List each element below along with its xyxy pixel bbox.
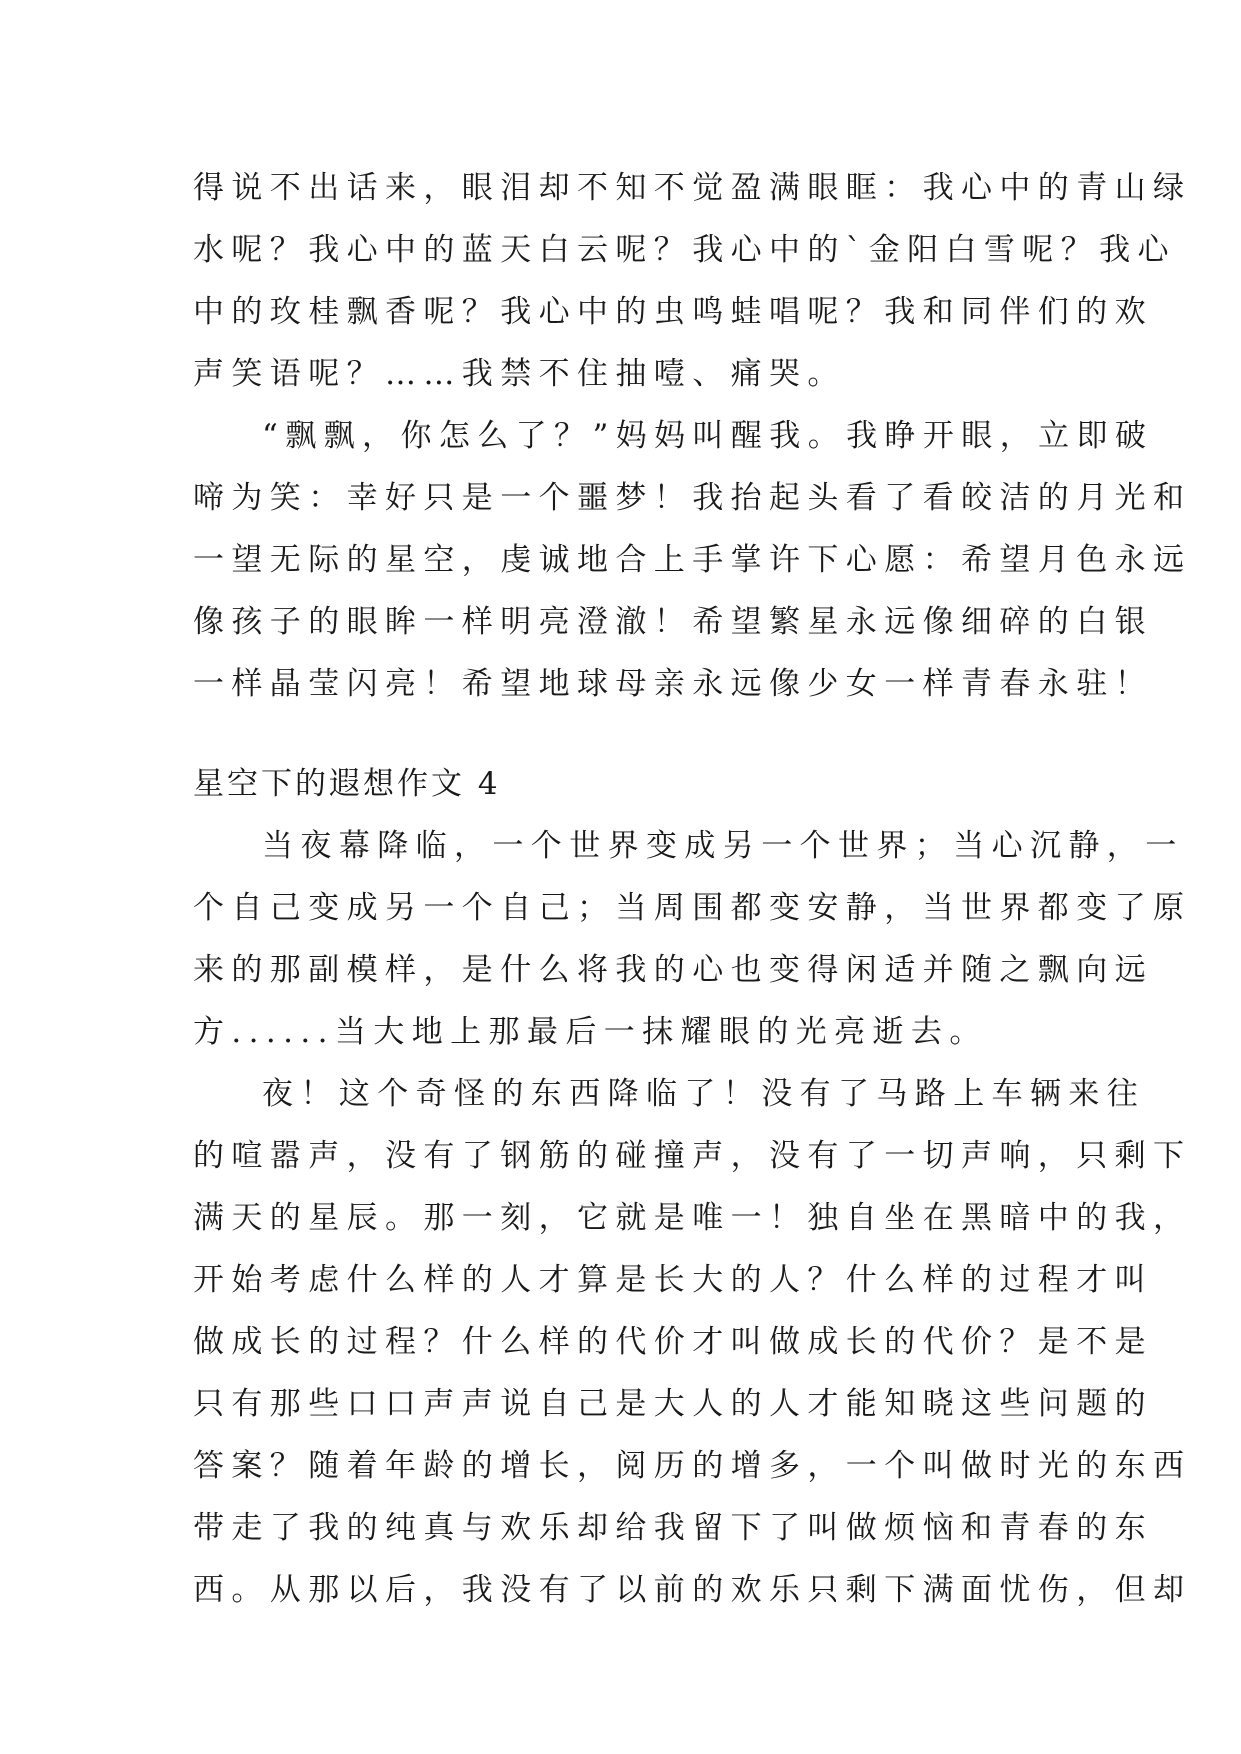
text-line: 一样晶莹闪亮！希望地球母亲永远像少女一样青春永驻！ [193,666,1153,702]
text-line: 水呢？我心中的蓝天白云呢？我心中的`金阳白雪呢？我心 [193,232,1176,268]
text-line: 来的那副模样，是什么将我的心也变得闲适并随之飘向远 [193,952,1153,988]
text-line: 声笑语呢？……我禁不住抽噎、痛哭。 [193,356,846,392]
section-heading: 星空下的遐想作文 4 [193,766,501,802]
text-line: 西。从那以后，我没有了以前的欢乐只剩下满面忧伤，但却 [193,1572,1192,1608]
text-line: 答案？随着年龄的增长，阅历的增多，一个叫做时光的东西 [193,1448,1192,1484]
text-line: 只有那些口口声声说自己是大人的人才能知晓这些问题的 [193,1386,1153,1422]
paragraph-start-line: 当夜幕降临，一个世界变成另一个世界；当心沉静，一 [262,828,1184,864]
text-line: 开始考虑什么样的人才算是长大的人？什么样的过程才叫 [193,1262,1153,1298]
text-line: 的喧嚣声，没有了钢筋的碰撞声，没有了一切声响，只剩下 [193,1138,1192,1174]
text-line: 中的玫桂飘香呢？我心中的虫鸣蛙唱呢？我和同伴们的欢 [193,294,1153,330]
text-line: 做成长的过程？什么样的代价才叫做成长的代价？是不是 [193,1324,1153,1360]
text-line: 个自己变成另一个自己；当周围都变安静，当世界都变了原 [193,890,1192,926]
text-line: 满天的星辰。那一刻，它就是唯一！独自坐在黑暗中的我， [193,1200,1192,1236]
paragraph-start-line: 夜！这个奇怪的东西降临了！没有了马路上车辆来往 [262,1076,1146,1112]
text-line: 像孩子的眼眸一样明亮澄澈！希望繁星永远像细碎的白银 [193,604,1153,640]
text-line: 啼为笑：幸好只是一个噩梦！我抬起头看了看皎洁的月光和 [193,480,1192,516]
text-line: 得说不出话来，眼泪却不知不觉盈满眼眶：我心中的青山绿 [193,170,1192,206]
text-line: 带走了我的纯真与欢乐却给我留下了叫做烦恼和青春的东 [193,1510,1153,1546]
text-line: 一望无际的星空，虔诚地合上手掌许下心愿：希望月色永远 [193,542,1192,578]
text-line: 方......当大地上那最后一抹耀眼的光亮逝去。 [193,1014,988,1050]
paragraph-start-line: “飘飘，你怎么了？”妈妈叫醒我。我睁开眼，立即破 [262,418,1154,454]
